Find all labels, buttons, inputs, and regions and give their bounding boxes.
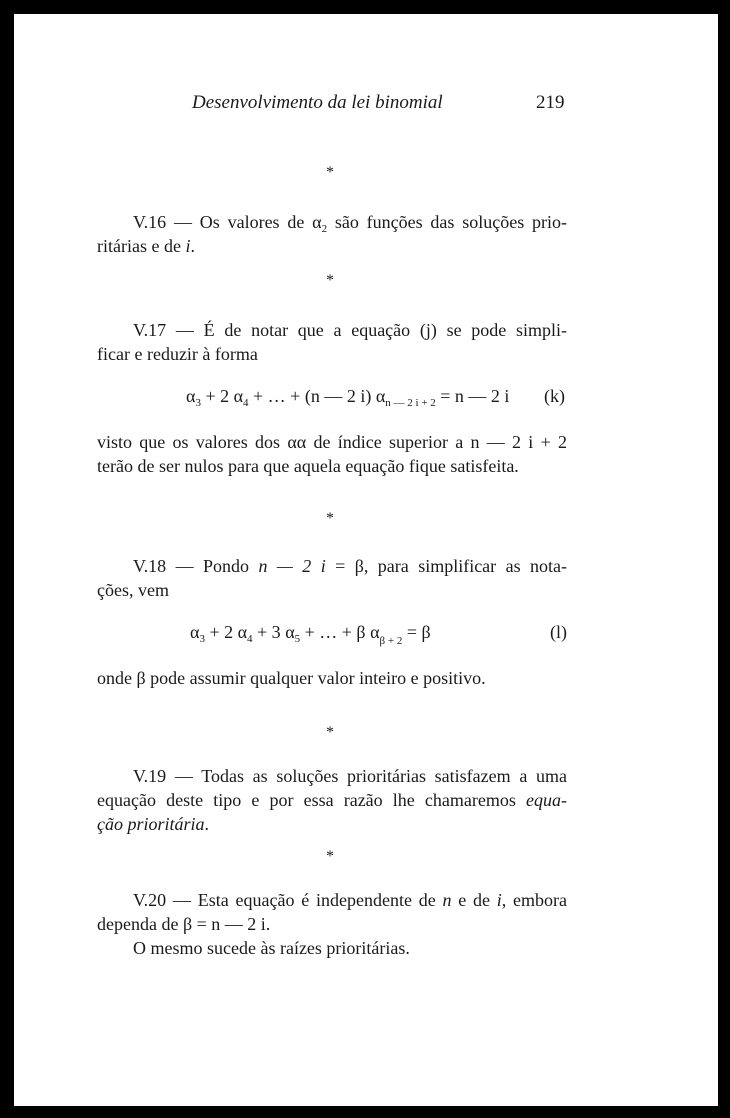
paragraph-v18-line2: ções, vem <box>97 580 169 600</box>
v18-text: Pondo <box>203 556 259 576</box>
period: . <box>204 814 210 834</box>
formula-term: + … + β <box>300 622 371 642</box>
paragraph-v18-after: onde β pode assumir qualquer valor inteiro e positivo. <box>97 668 486 688</box>
paragraph-v19-line2 <box>97 788 567 812</box>
formula-term: + 2 <box>200 386 234 406</box>
alpha-symbol: α <box>375 386 386 406</box>
v16-text-after: são funções das soluções prio- <box>327 212 567 232</box>
variable-n: n <box>442 890 452 910</box>
formula-term: + … + (n — 2 i) <box>248 386 376 406</box>
alpha-symbol: α <box>186 386 196 406</box>
dash: — <box>175 556 194 576</box>
equation-l <box>190 622 431 647</box>
v16-text-before: Os valores de <box>199 212 313 232</box>
alpha-symbol: α <box>312 212 322 232</box>
subscript: 4 <box>243 397 249 409</box>
section-label-v20: V.20 <box>133 890 167 910</box>
subscript: β + 2 <box>379 635 403 647</box>
v19-line2-text: equação deste tipo e por essa razão lhe chamaremos <box>97 790 527 810</box>
dash: — <box>172 890 191 910</box>
running-title: Desenvolvimento da lei binomial <box>192 92 443 113</box>
paragraph-v17-line1 <box>97 318 567 342</box>
v20-text: Esta equação é independente de <box>197 890 443 910</box>
alpha-symbol: α <box>190 622 200 642</box>
paragraph-v20-line2: dependa de β = n — 2 i. <box>97 914 271 934</box>
formula-rhs: = β <box>402 622 431 642</box>
subscript: 3 <box>199 633 205 645</box>
book-page <box>14 14 718 1106</box>
period: . <box>190 236 195 256</box>
subscript: 4 <box>247 633 253 645</box>
formula-rhs: = n — 2 i <box>435 386 510 406</box>
v17-line1-text: É de notar que a equação (j) se pode simpli- <box>203 320 568 340</box>
section-label-v17: V.17 <box>133 320 167 340</box>
alpha-symbol: α <box>285 622 295 642</box>
paragraph-v20-line1 <box>97 888 567 912</box>
section-label-v19: V.19 <box>133 766 167 786</box>
italic-term: equa- <box>526 790 567 810</box>
section-separator: * <box>326 510 334 527</box>
paragraph-v19-line1 <box>97 764 567 788</box>
paragraph-v20-line3: O mesmo sucede às raízes prioritárias. <box>133 938 410 958</box>
alpha-subscript: 2 <box>321 223 328 235</box>
subscript: 3 <box>195 397 201 409</box>
subscript: 5 <box>294 633 301 645</box>
paragraph-v17-after-line2: terão de ser nulos para que aquela equação fique satisfeita. <box>97 456 519 476</box>
dash: — <box>175 320 194 340</box>
equation-k <box>186 386 509 409</box>
paragraph-v17-after-line1: visto que os valores dos αα de índice superior a n — 2 i + 2 <box>97 432 567 452</box>
paragraph-v16-line2 <box>97 234 567 258</box>
v20-text: e de <box>451 890 497 910</box>
section-separator: * <box>326 164 334 181</box>
dash: — <box>174 766 193 786</box>
subscript: n — 2 i + 2 <box>385 397 436 409</box>
variable-i: i <box>496 890 502 910</box>
section-label-v18: V.18 <box>133 556 167 576</box>
v20-text: , embora <box>501 890 568 910</box>
formula-term: + 2 <box>204 622 238 642</box>
alpha-symbol: α <box>370 622 380 642</box>
dash: — <box>173 212 192 232</box>
equation-tag-l: (l) <box>550 622 567 642</box>
v19-line1-text: Todas as soluções prioritárias satisfazem a uma <box>201 766 567 786</box>
variable-i: i <box>185 236 191 256</box>
italic-term: ção prioritária <box>97 814 205 834</box>
page-number: 219 <box>536 92 565 113</box>
paragraph-v18-line1 <box>97 554 567 578</box>
alpha-symbol: α <box>237 622 248 642</box>
v18-text: = β, para simplificar as nota- <box>325 556 567 576</box>
section-label-v16: V.16 <box>133 212 167 232</box>
paragraph-v17-line2: ficar e reduzir à forma <box>97 344 258 364</box>
section-separator: * <box>326 724 334 741</box>
math-expression: n — 2 i <box>258 556 326 576</box>
section-separator: * <box>326 272 334 289</box>
formula-term: + 3 <box>252 622 286 642</box>
v16-line2-text: ritárias e de <box>97 236 186 256</box>
equation-tag-k: (k) <box>544 386 565 406</box>
alpha-symbol: α <box>233 386 244 406</box>
section-separator: * <box>326 848 334 865</box>
paragraph-v19-line3 <box>97 812 567 836</box>
